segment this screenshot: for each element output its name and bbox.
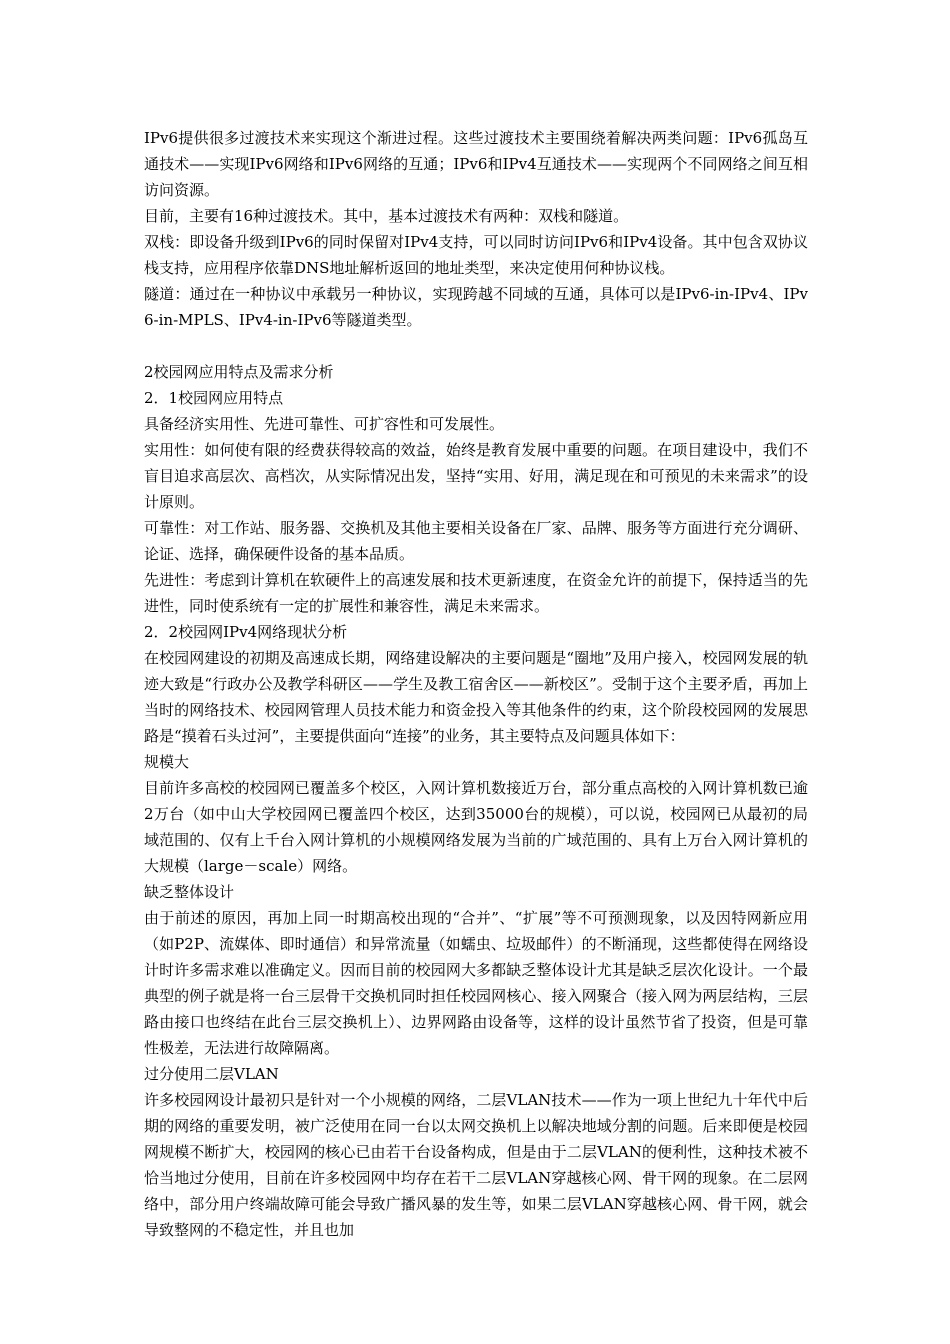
heading-vlan-overuse: 过分使用二层VLAN — [144, 1065, 279, 1083]
paragraph-ipv6-transition: IPv6提供很多过渡技术来实现这个渐进过程。这些过渡技术主要围绕着解决两类问题：IPv6孤岛互通技术——实现IPv6网络和IPv6网络的互通；IPv6和IPv4互通技术——实现两个不同网络之间互相访问资源。 — [144, 129, 808, 199]
paragraph-lack-of-design: 由于前述的原因，再加上同一时期高校出现的“合并”、“扩展”等不可预测现象，以及因特网新应用（如P2P、流媒体、即时通信）和异常流量（如蠕虫、垃圾邮件）的不断涌现，这些都使得在网络设计时许多需求难以准确定义。因而目前的校园网大多都缺乏整体设计尤其是缺乏层次化设计。一个最典型的例子就是将一台三层骨干交换机同时担任校园网核心、接入网聚合（接入网为两层结构，三层路由接口也终结在此台三层交换机上）、边界网路由设备等，这样的设计虽然节省了投资，但是可靠性极差，无法进行故障隔离。 — [144, 909, 808, 1057]
subsection-heading-2-1: 2．1校园网应用特点 — [144, 389, 284, 407]
paragraph-transition-count: 目前，主要有16种过渡技术。其中，基本过渡技术有两种：双栈和隧道。 — [144, 207, 629, 225]
paragraph-tunnel: 隧道：通过在一种协议中承载另一种协议，实现跨越不同域的互通，具体可以是IPv6-in-IPv4、IPv6-in-MPLS、IPv4-in-IPv6等隧道类型。 — [144, 285, 808, 329]
paragraph-advancement: 先进性：考虑到计算机在软硬件上的高速发展和技术更新速度，在资金允许的前提下，保持适当的先进性，同时使系统有一定的扩展性和兼容性，满足未来需求。 — [144, 571, 808, 615]
paragraph-dual-stack: 双栈：即设备升级到IPv6的同时保留对IPv4支持，可以同时访问IPv6和IPv4设备。其中包含双协议栈支持，应用程序依靠DNS地址解析返回的地址类型，来决定使用何种协议栈。 — [144, 233, 808, 277]
heading-large-scale: 规模大 — [144, 753, 190, 771]
paragraph-large-scale: 目前许多高校的校园网已覆盖多个校区，入网计算机数接近万台，部分重点高校的入网计算机数已逾2万台（如中山大学校园网已覆盖四个校区，达到35000台的规模），可以说，校园网已从最初的局域范围的、仅有上千台入网计算机的小规模网络发展为当前的广域范围的、具有上万台入网计算机的大规模（large－scale）网络。 — [144, 779, 808, 875]
document-body — [144, 125, 808, 1243]
heading-lack-of-design: 缺乏整体设计 — [144, 883, 235, 901]
paragraph-features-summary: 具备经济实用性、先进可靠性、可扩容性和可发展性。 — [144, 415, 505, 433]
paragraph-vlan-overuse: 许多校园网设计最初只是针对一个小规模的网络，二层VLAN技术——作为一项上世纪九十年代中后期的网络的重要发明，被广泛使用在同一台以太网交换机上以解决地域分割的问题。后来即便是校园网规模不断扩大，校园网的核心已由若干台设备构成，但是由于二层VLAN的便利性，这种技术被不恰当地过分使用，目前在许多校园网中均存在若干二层VLAN穿越核心网、骨干网的现象。在二层网络中，部分用户终端故障可能会导致广播风暴的发生等，如果二层VLAN穿越核心网、骨干网，就会导致整网的不稳定性，并且也加 — [144, 1091, 808, 1239]
paragraph-reliability: 可靠性：对工作站、服务器、交换机及其他主要相关设备在厂家、品牌、服务等方面进行充分调研、论证、选择，确保硬件设备的基本品质。 — [144, 519, 808, 563]
section-heading-2: 2校园网应用特点及需求分析 — [144, 363, 334, 381]
blank-line — [144, 333, 808, 359]
paragraph-ipv4-status: 在校园网建设的初期及高速成长期，网络建设解决的主要问题是“圈地”及用户接入，校园网发展的轨迹大致是“行政办公及教学科研区——学生及教工宿舍区——新校区”。受制于这个主要矛盾，再加上当时的网络技术、校园网管理人员技术能力和资金投入等其他条件的约束，这个阶段校园网的发展思路是“摸着石头过河”，主要提供面向“连接”的业务，其主要特点及问题具体如下： — [144, 649, 808, 745]
paragraph-practicality: 实用性：如何使有限的经费获得较高的效益，始终是教育发展中重要的问题。在项目建设中，我们不盲目追求高层次、高档次，从实际情况出发，坚持“实用、好用，满足现在和可预见的未来需求”的设计原则。 — [144, 441, 808, 511]
subsection-heading-2-2: 2．2校园网IPv4网络现状分析 — [144, 623, 348, 641]
